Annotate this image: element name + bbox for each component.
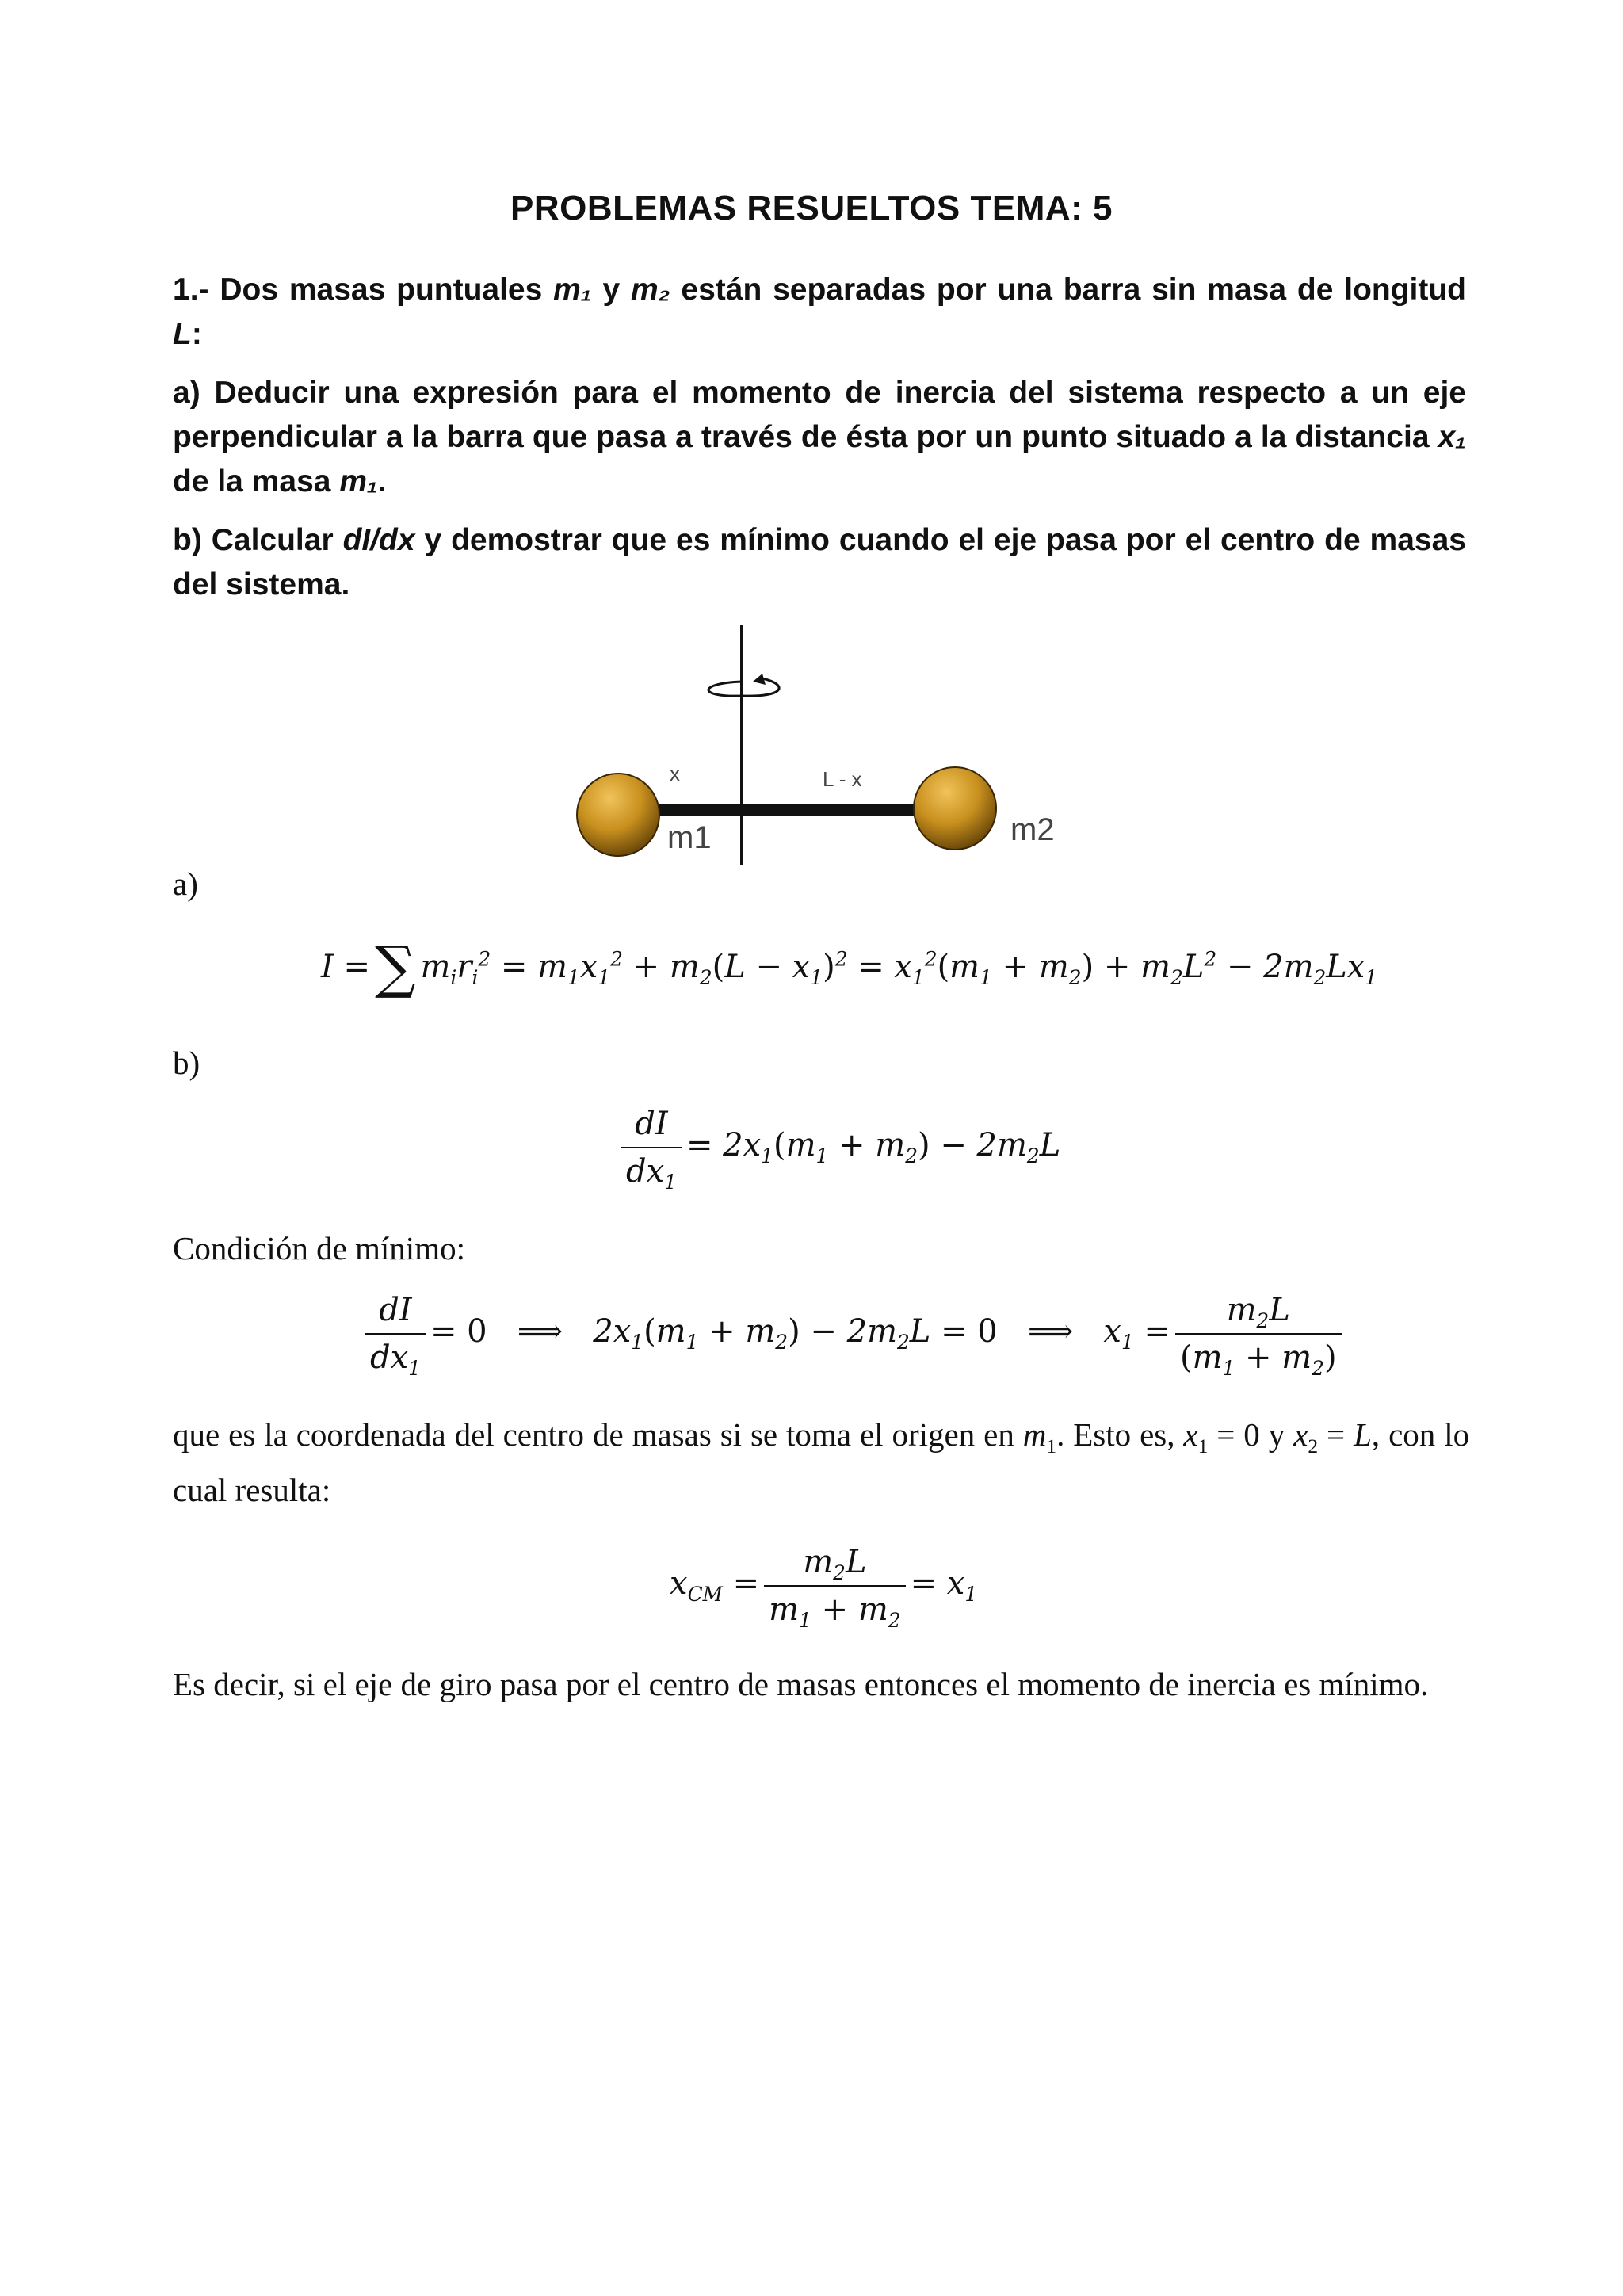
equation-center-of-mass: $x_{CM}$ = $\frac{m_2L}{m_1 + m_2}$ = $x_1$: [670, 1544, 978, 1632]
mass-m2-ball: [914, 767, 996, 850]
problem-statement: 1.- Dos masas puntuales m₁ y m₂ están separadas por una barra sin masa de longitud L:: [173, 273, 1467, 351]
mass-m1-ball: [577, 774, 659, 856]
center-of-mass-paragraph: que es la coordenada del centro de masas si se toma el origen en $m_1$. Esto es, $x_1 = 0$ y $x_2 = L$, con lo cual resulta:: [173, 1416, 1470, 1508]
rotation-arrow-icon: [708, 678, 779, 696]
solution-label-a: a): [173, 865, 198, 902]
condition-label: Condición de mínimo:: [173, 1230, 465, 1266]
label-m2: m2: [1010, 812, 1055, 847]
label-m1: m1: [667, 820, 712, 855]
problem-part-a: a) Deducir una expresión para el momento de inercia del sistema respecto a un eje perpendicular a la barra que pasa a través de ésta por un punto situado a la distancia x₁ de la masa m₁.: [173, 376, 1466, 499]
rotation-diagram: [555, 618, 1094, 872]
conclusion-paragraph: Es decir, si el eje de giro pasa por el centro de masas entonces el momento de inercia es mínimo.: [173, 1666, 1429, 1702]
label-l-minus-x: L - x: [823, 767, 862, 791]
page-title: PROBLEMAS RESUELTOS TEMA: 5: [510, 189, 1113, 227]
equation-derivative: $\frac{dI}{dx_1}$ = $2x_1(m_1 + m_2) - 2m_2L$: [617, 1106, 1060, 1190]
label-x: x: [670, 762, 680, 785]
equation-moment-of-inertia: I =∑ $m_ir_i^2 = m_1x_1^2 + m_2(L - x_1)^2 = x_1^2(m_1 + m_2) + m_2L^2 - 2m_2Lx_1$: [321, 934, 1378, 1000]
equation-minimum-condition: $\frac{dI}{dx_1}$ = 0 ⟹ $2x_1(m_1 + m_2) - 2m_2L = 0$ ⟹ $x_1$ = $\frac{m_2L}{(m_1 + m_2)}$: [361, 1292, 1346, 1376]
solution-label-b: b): [173, 1045, 200, 1081]
problem-part-b: b) Calcular dI/dx y demostrar que es mínimo cuando el eje pasa por el centro de masas del sistema.: [173, 523, 1466, 602]
